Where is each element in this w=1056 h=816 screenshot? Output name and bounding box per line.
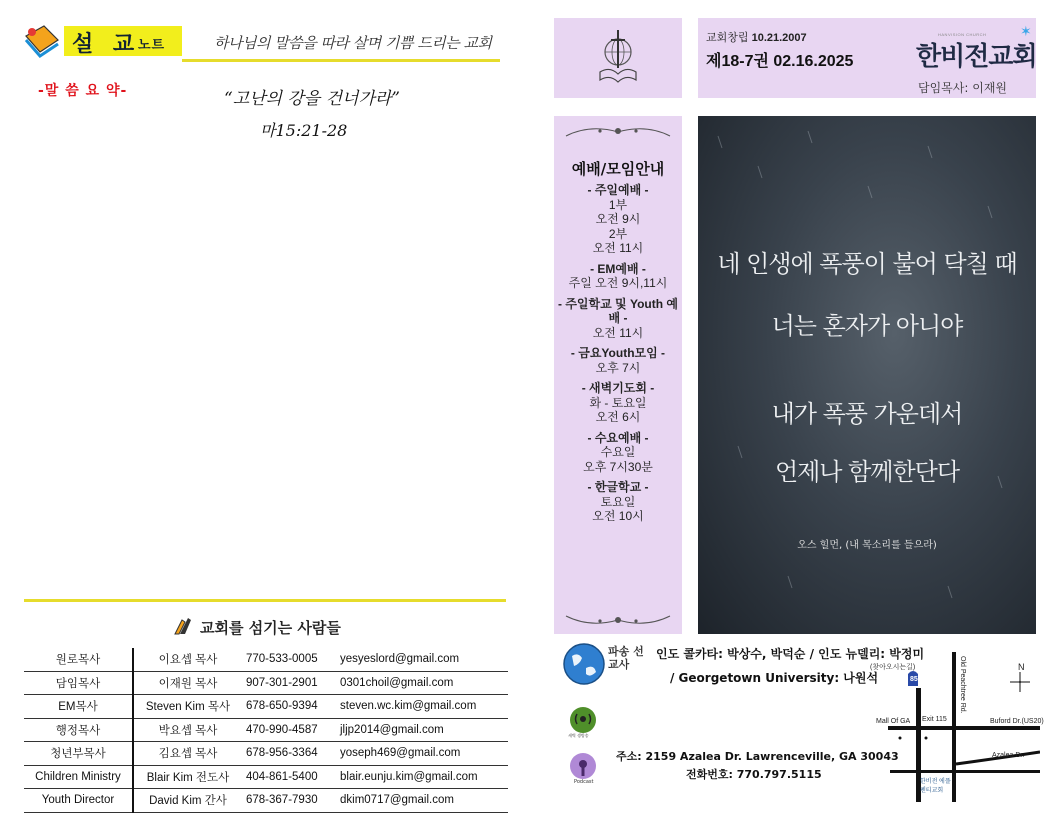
staff-name: David Kim 간사 xyxy=(133,789,242,813)
staff-phone: 470-990-4587 xyxy=(242,718,336,742)
staff-name: 김요셉 목사 xyxy=(133,742,242,766)
star-icon: ✶ xyxy=(1020,24,1032,40)
staff-email[interactable]: 0301choil@gmail.com xyxy=(336,671,508,695)
sermon-title: “고난의 강을 건너가라” xyxy=(224,89,400,109)
schedule-item xyxy=(554,183,682,256)
church-logo-box xyxy=(554,18,682,98)
staff-role: 청년부목사 xyxy=(24,742,133,766)
church-slogan: 하나님의 말씀을 따라 살며 기쁨 드리는 교회 xyxy=(214,34,492,52)
staff-phone: 678-956-3364 xyxy=(242,742,336,766)
ornament-top-icon xyxy=(560,122,676,142)
map-directions-label: (찾아오시는길) xyxy=(870,664,916,671)
podcast-label: Podcast xyxy=(574,779,594,785)
verse-line: 너는 혼자가 아니야 xyxy=(771,312,963,340)
founded-label: 교회창립 xyxy=(706,32,749,44)
map-exit-label: Exit 115 xyxy=(922,716,947,723)
ornament-bottom-icon xyxy=(560,610,676,630)
missionary-line: 인도 콜카타: 박상수, 박덕순 / 인도 뉴델리: 박정미 xyxy=(656,647,925,661)
staff-row xyxy=(24,742,508,766)
directions-map xyxy=(860,652,1044,802)
staff-phone: 907-301-2901 xyxy=(242,671,336,695)
schedule-list xyxy=(554,183,682,530)
schedule-item-time: 오후 7시 xyxy=(595,360,641,375)
staff-phone: 678-367-7930 xyxy=(242,789,336,813)
schedule-item-time: 오후 7시30분 xyxy=(583,459,653,474)
staff-role: Children Ministry xyxy=(24,765,133,789)
schedule-item xyxy=(554,262,682,291)
staff-phone: 678-650-9394 xyxy=(242,695,336,719)
schedule-item xyxy=(554,346,682,375)
staff-divider xyxy=(24,599,506,602)
schedule-item-time: 토요일 xyxy=(600,494,636,509)
header-divider xyxy=(182,59,500,62)
staff-role: 담임목사 xyxy=(24,671,133,695)
cross-bible-icon xyxy=(554,18,682,98)
church-name: 한비전교회 xyxy=(916,42,1037,72)
schedule-item xyxy=(554,431,682,475)
staff-name: 이요셉 목사 xyxy=(133,648,242,671)
staff-row xyxy=(24,648,508,671)
schedule-item-time: 수요일 xyxy=(600,445,636,459)
missionary-label: 파송 선교사 xyxy=(608,645,644,671)
sermon-summary-label: -말 씀 요 약- xyxy=(38,83,128,99)
schedule-item-time: 오전 10시 xyxy=(592,509,644,523)
live-broadcast-label: 새벽 생방송 xyxy=(568,733,589,738)
founded-date xyxy=(706,29,807,45)
staff-name: Blair Kim 전도사 xyxy=(133,765,242,789)
sermon-passage: 마15:21-28 xyxy=(260,121,348,140)
notes-title-sub: 노트 xyxy=(138,38,166,53)
schedule-title: 예배/모임안내 xyxy=(571,160,665,178)
schedule-item xyxy=(554,381,682,425)
staff-email[interactable]: steven.wc.kim@gmail.com xyxy=(336,695,508,719)
staff-role: Youth Director xyxy=(24,789,133,813)
schedule-item-label: - 금요Youth모임 - xyxy=(570,346,666,360)
staff-name: 박요셉 목사 xyxy=(133,718,242,742)
staff-email[interactable]: yesyeslord@gmail.com xyxy=(336,648,508,671)
church-name-english: HANVISION CHURCH xyxy=(938,32,987,37)
schedule-item xyxy=(554,480,682,524)
schedule-item-time: 주일 오전 9시,11시 xyxy=(568,276,668,290)
staff-email[interactable]: jljp2014@gmail.com xyxy=(336,718,508,742)
schedule-item-time: 오전 11시 xyxy=(592,241,644,255)
schedule-item-label: - 수요예배 - xyxy=(587,430,649,445)
staff-row xyxy=(24,671,508,695)
staff-name: 이재원 목사 xyxy=(133,671,242,695)
staff-row xyxy=(24,718,508,742)
schedule-item-label: - 주일학교 및 Youth 예배 - xyxy=(558,296,678,325)
schedule-item-label: - EM예배 - xyxy=(590,261,646,276)
schedule-item-label: - 한글학교 - xyxy=(587,480,649,494)
staff-email[interactable]: dkim0717@gmail.com xyxy=(336,789,508,813)
hands-icon xyxy=(172,614,194,636)
map-church-label: 한비전 에플펜티교회 xyxy=(920,779,951,794)
schedule-item-time: 1부 xyxy=(608,197,628,212)
map-road-old-peachtree: Old Peachtree Rd. xyxy=(959,656,966,714)
schedule-item-label: - 주일예배 - xyxy=(587,183,649,197)
schedule-item-time: 오전 6시 xyxy=(595,410,641,424)
staff-row xyxy=(24,789,508,813)
staff-email[interactable]: yoseph469@gmail.com xyxy=(336,742,508,766)
map-buford-label: Buford Dr.(US20) xyxy=(990,718,1044,725)
staff-row xyxy=(24,765,508,789)
globe-icon xyxy=(562,642,606,686)
schedule-item-time: 2부 xyxy=(608,226,628,241)
interstate-85-icon: 85 xyxy=(910,676,918,683)
staff-name: Steven Kim 목사 xyxy=(133,695,242,719)
verse-image xyxy=(698,116,1036,634)
church-phone: 전화번호: 770.797.5115 xyxy=(686,768,822,781)
staff-table xyxy=(24,648,508,813)
notes-title: 설 교 xyxy=(72,32,141,57)
verse-line: 네 인생에 폭풍이 불어 닥칠 때 xyxy=(717,250,1017,278)
church-address: 주소: 2159 Azalea Dr. Lawrenceville, GA 30043 xyxy=(616,750,899,763)
senior-pastor: 담임목사: 이재원 xyxy=(918,81,1008,95)
missionary-line: / Georgetown University: 나원석 xyxy=(670,671,879,685)
issue-number: 제18-7권 02.16.2025 xyxy=(706,53,854,70)
schedule-item xyxy=(554,297,682,341)
rain-texture xyxy=(698,116,1036,634)
schedule-item-label: - 새벽기도회 - xyxy=(581,381,655,395)
notebook-icon xyxy=(22,22,62,58)
schedule-item-time: 오전 9시 xyxy=(595,212,641,226)
staff-role: 행정목사 xyxy=(24,718,133,742)
schedule-item-time: 화 - 토요일 xyxy=(589,395,647,410)
staff-role: EM목사 xyxy=(24,695,133,719)
map-azalea-label: Azalea Dr. xyxy=(992,752,1025,759)
verse-citation: 오스 힐먼, (내 목소리를 들으라) xyxy=(797,540,937,551)
schedule-item-time: 오전 11시 xyxy=(592,325,644,340)
verse-line: 언제나 함께한단다 xyxy=(774,458,960,486)
staff-heading: 교회를 섬기는 사람들 xyxy=(200,619,341,637)
verse-line: 내가 폭풍 가운데서 xyxy=(771,400,963,428)
compass-north-icon: N xyxy=(1018,662,1025,672)
staff-row xyxy=(24,695,508,719)
staff-phone: 770-533-0005 xyxy=(242,648,336,671)
staff-role: 원로목사 xyxy=(24,648,133,671)
staff-email[interactable]: blair.eunju.kim@gmail.com xyxy=(336,765,508,789)
staff-phone: 404-861-5400 xyxy=(242,765,336,789)
map-mall-label: Mall Of GA xyxy=(876,718,911,725)
founded-value: 10.21.2007 xyxy=(751,32,807,44)
